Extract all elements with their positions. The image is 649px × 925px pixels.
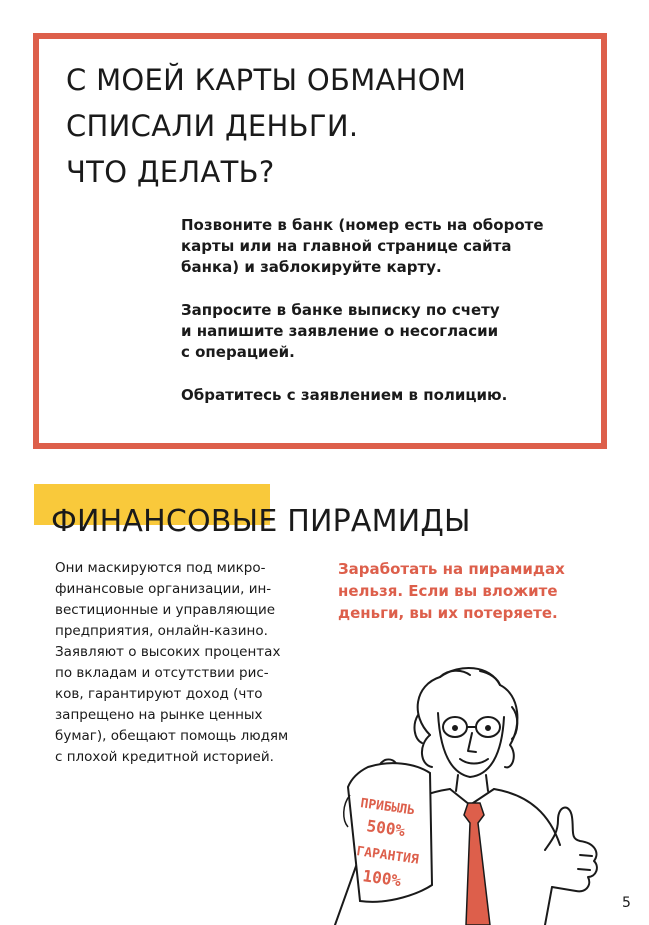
sign-line-profit: ПРИБЫЛЬ [359,796,416,819]
frame-title-line-3: ЧТО ДЕЛАТЬ? [66,155,275,189]
steps-list [181,215,591,428]
man-with-sign-illustration [290,655,620,925]
sign-line-guarantee: ГАРАНТИЯ [355,844,420,868]
frame-title [66,57,466,195]
section-body-text: Они маскируются под микро- финансовые организации, ин- вестиционные и управляющие предприятия, онлайн-казино. Заявляют о высоких процентах по вкладам и отсутствии рис- ков, гарантируют доход (что запрещено на рынке ценных бумаг), обещают помощь людям с плохой кредитной историей. [55,560,289,765]
page-number: 5 [622,895,631,911]
frame-title-line-2: СПИСАЛИ ДЕНЬГИ. [66,109,359,143]
frame-title-line-1: С МОЕЙ КАРТЫ ОБМАНОМ [66,63,467,97]
sign-line-100: 100% [361,866,403,891]
info-frame [33,33,607,449]
section-title: ФИНАНСОВЫЕ ПИРАМИДЫ [51,504,471,539]
warning-text: Заработать на пирамидах нельзя. Если вы вложите деньги, вы их потеряете. [338,560,565,622]
step-request-statement: Запросите в банке выписку по счету и напишите заявление о несогласии с операцией. [181,301,500,361]
step-call-bank: Позвоните в банк (номер есть на обороте карты или на главной странице сайта банка) и заблокируйте карту. [181,216,544,276]
sign-line-500: 500% [365,816,407,841]
step-contact-police: Обратитесь с заявлением в полицию. [181,386,508,404]
